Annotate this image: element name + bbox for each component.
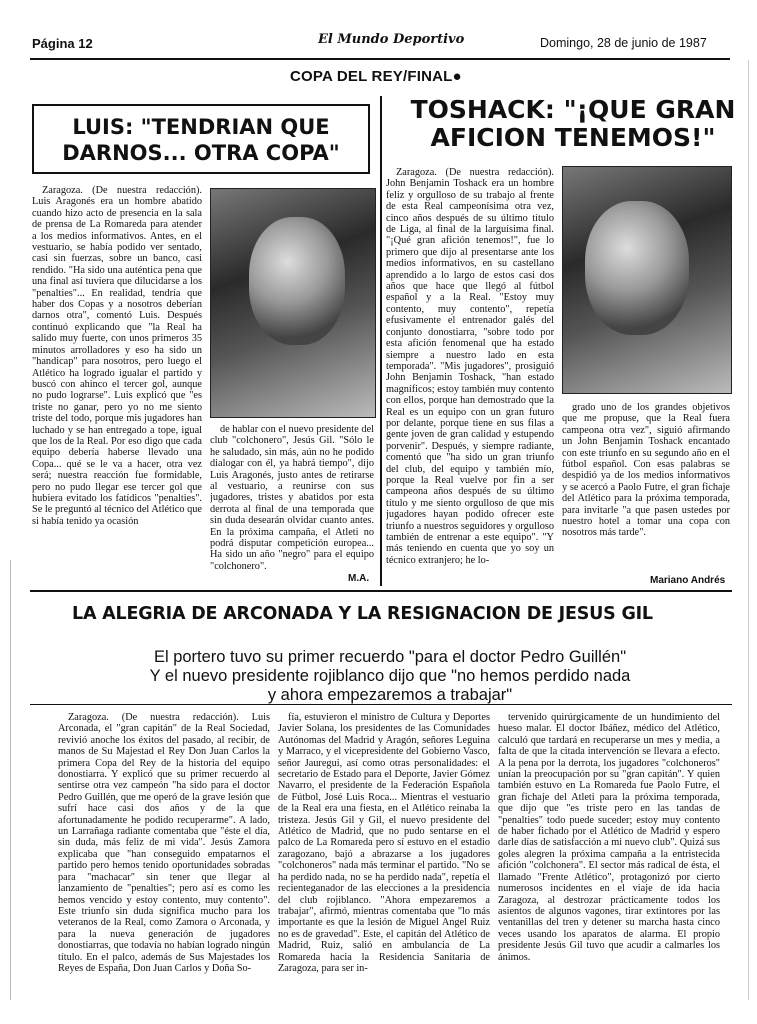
- article-toshack-column-2: [562, 402, 730, 578]
- portrait-face: [585, 201, 689, 335]
- article-toshack-column-1: [386, 167, 554, 585]
- portrait-face: [249, 217, 345, 345]
- scan-edge: [10, 560, 11, 1000]
- headline-luis-line1: LUIS: "TENDRIAN QUE: [72, 115, 330, 139]
- page-number: Página 12: [32, 36, 93, 51]
- article-arconada-text-1: Zaragoza. (De nuestra redacción). Luis Arconada, el "gran capitán" de la Real Sociedad, revivió anoche los éxitos del pasado, al recibir, de manos de Su Majestad el Rey Don Juan Carlos la primera Copa del Rey de la historia del equipo donostiarra. Y explicó que su primer recuerdo al sentirse otra vez campeón "ha sido para el doctor Pedro Guillén, que me operó de la grave lesión que sufrí hace casi dos años y de la que afortunadamente he podido recuperarme". A lado, un Larrañaga radiante comentaba que "éste el día, sin duda, más feliz de mi vida". Jesús Zamora explicaba que "han conseguido empatarnos el partido pero hemos tenido oportunidades sobradas para "machacar" sin tener que llegar al lanzamiento de "penalties"; pero así es como les hemos vencido y estoy contento, muy contento". Este triunfo sin duda significa mucho para los veteranos de la Real, como Zamora o Arconada, y para la nueva generación de jugadores donostiarras, que todavía no habían logrado ningún título. En el palco, además de Sus Majestades los Reyes de España, Don Juan Carlos y Doña So-: [58, 712, 270, 974]
- subheadline-line2: Y el nuevo presidente rojiblanco dijo que "no hemos perdido nada: [149, 667, 631, 685]
- article-luis-text-1: Zaragoza. (De nuestra redacción). Luis Aragonés era un hombre abatido cuando hizo acto de presencia en la sala de prensa de La Romareda para atender a los medios informativos. Antes, en el vestuario, se había podido ver sentado, casi sin fuerzas, sobre un banco, casi rendido. "Ha sido una auténtica pena que una final así tuviera que dilucidarse a los "penalties"... En realidad, tendría que haber dos Copas y a nosotros deberían darnos otra", comentó Luis. Después continuó explicando que "la Real ha salido muy fuerte, con unos primeros 35 minutos arrolladores y eso ha sido un "handicap" para nosotros, pero luego el Atlético ha logrado igualar el partido y buscó con ahinco el tercer gol, aunque no pudo lograrse". Luis explicó que "es triste no ganar, pero yo no me siento triste del todo, porque mis jugadores han luchado y se han entregado a tope, igual que los de la Real. Por eso digo que cada equipo debería haberse llevado una Copa... qué se le va a hacer, otra vez será; nuestra reacción fue formidable, pero no pudo llegar ese tercer gol que hubiera evitado los fatídicos "penalties". Se le preguntó al técnico del Atlético que si había tenido ya ocasión: [32, 185, 202, 527]
- subhead-rule: [30, 704, 732, 705]
- article-arconada-text-2: fía, estuvieron el ministro de Cultura y Deportes Javier Solana, los presidentes de las Comunidades Autónomas del Madrid y Aragón, señores Leguina y Marraco, y el vicepresidente del Gobierno Vasco, señor Jauregui, así como otras personalidades: el secretario de Estado para el Deporte, Javier Gómez Navarro, el presidente de la Federación Española de Fútbol, José Luis Roca... Mientras el vestuario de la Real era una fiesta, en el Atlético reinaba la tristeza. Jesús Gil y Gil, el nuevo presidente del Atlético de Madrid, que no pudo sentarse en el palco de La Romareda pero sí estuvo en el estadio zaragozano, bajó a abrazarse a los jugadores "colchoneros" nada más terminar el partido. "No se ha perdido nada, no se ha perdido nada", repetía el recienteganador de las elecciones a la presidencia del club rojiblanco. "Ahora empezaremos a trabajar", afirmó, mientras comentaba que "lo más importante es que la lesión de Miguel Angel Ruiz no es de gravedad". Este, el capitán del Atlético de Madrid, Ruiz, salió en ambulancia de La Romareda hacia la Residencia Sanitaria de Zaragoza, para ser in-: [278, 712, 490, 974]
- scan-edge: [748, 60, 749, 1000]
- article-arconada-column-2: [278, 712, 490, 1004]
- newspaper-name: El Mundo Deportivo: [318, 32, 465, 47]
- subheadline: [120, 648, 660, 705]
- subheadline-line3: y ahora empezaremos a trabajar": [267, 686, 513, 704]
- article-arconada-column-3: [498, 712, 720, 1004]
- headline-luis: [32, 104, 370, 174]
- article-arconada-column-1: [58, 712, 270, 1004]
- article-luis-column-1: [32, 185, 202, 585]
- photo-toshack: [562, 166, 732, 394]
- headline-luis-line2: DARNOS... OTRA COPA": [62, 141, 340, 165]
- section-title: COPA DEL REY/FINAL●: [290, 68, 462, 85]
- section-rule: [30, 590, 732, 592]
- article-toshack-text-1: Zaragoza. (De nuestra redacción). John Benjamin Toshack era un hombre feliz y orgulloso de su trabajo al frente de esta Real campeonísima otra vez, cinco años después de su último título de Liga, al final de la larguísima final. "¡Qué gran afición tenemos!", fue lo primero que dijo al presentarse ante los medios informativos, en su castellano aprendido a lo largo de estos casi dos años que hace que llegó al fútbol español y a la Real. "Estoy muy contento, muy contento", repetía efusivamente el entrenador galés del conjunto donostiarra, "sobre todo por esta afición fenomenal que ha estado siempre a nuestro lado en esta temporada". "Mis jugadores", prosiguió John Benjamin Toshack, "han estado magníficos; estoy también muy contento con ellos, porque han demostrado que la Real es un equipo con un gran futuro por delante, porque tiene en sus filas a gente joven de gran calidad y estupendo porvenir". Después, y siempre radiante, comentó que "ha sido un gran triunfo del club, del equipo y también mío, porque la Real vuelve por fin a ser campeona años después de su último título y me siento orgulloso de que mis jugadores hayan podido ofrecer este triunfo a nuestros seguidores y orgulloso también de entrenar a este equipo". "Y más teniendo en cuenta que yo soy un técnico extranjero; he lo-: [386, 167, 554, 566]
- column-divider: [380, 96, 382, 586]
- article-arconada-text-3: tervenido quirúrgicamente de un hundimiento del hueso malar. El doctor Ibáñez, médico del Atlético, calculó que tardará en recuperarse un mes y media, a falta de que la citada intervención se llevara a efecto. A la pena por la derrota, los jugadores "colchoneros" unían la preocupación por su "gran capitán". Y quien también estuvo en La Romareda fue Paolo Futre, el gran fichaje del Atleti para la próxima temporada, que dijo que "es triste pero en las tandas de "penalties" todo puede suceder; estoy muy contento de haber fichado por el Atlético de Madrid y espero darle días de satisfacción a mi nuevo club". Quizá sus goles alegren la próxima campaña a la entristecida afición "colchonera". El sector más radical de ésta, el llamado "Frente Atlético", protagonizó por cierto numerosos incidentes en el viaje de ida hacia Zaragoza, al destrozar prácticamente todos los asientos de algunos vagones, tirar extintores por las ventanillas del tren y detener su marcha hasta cinco veces usando los aparatos de alarma. El propio presidente Jesús Gil tuvo que acudir a calmarles los ánimos.: [498, 712, 720, 963]
- byline-luis: M.A.: [348, 573, 370, 584]
- header-rule: [30, 58, 730, 60]
- headline-arconada-gil: LA ALEGRIA DE ARCONADA Y LA RESIGNACION DE JESUS GIL: [72, 604, 653, 624]
- article-luis-column-2: [210, 424, 374, 574]
- photo-luis-aragones: [210, 188, 376, 418]
- headline-toshack-line1: TOSHACK: "¡QUE GRAN: [410, 95, 736, 124]
- headline-toshack: [408, 96, 738, 152]
- subheadline-line1: El portero tuvo su primer recuerdo "para el doctor Pedro Guillén": [153, 648, 627, 666]
- byline-toshack: Mariano Andrés: [650, 575, 726, 586]
- article-luis-text-2: de hablar con el nuevo presidente del club "colchonero", Jesús Gil. "Sólo le he saludado, sin más, aún no he podido dialogar con él, ya habrá tiempo", dijo Luis Aragonés, justo antes de retirarse al vestuario, a reunirse con sus jugadores, tristes y abatidos por esta derrota al final de una temporada que sin duda desearán olvidar cuanto antes. En la próxima campaña, el Atleti no podrá disputar competición europea... Ha sido un año "negro" para el equipo "colchonero".: [210, 424, 374, 572]
- headline-toshack-line2: AFICION TENEMOS!": [430, 123, 716, 152]
- article-toshack-text-2: grado uno de los grandes objetivos que me propuse, que la Real fuera campeona otra vez", siguió afirmando un John Benjamin Toshack encantado con este triunfo en su segundo año en el fútbol español. Con esas palabras se despidió ya de los medios informativos y se acercó a Paolo Futre, el gran fichaje del Atlético para la próxima temporada, para invitarle "a que pasen ustedes por nuestro hotel a tomar una copa con nosotros más tarde".: [562, 402, 730, 539]
- issue-date: Domingo, 28 de junio de 1987: [540, 36, 707, 50]
